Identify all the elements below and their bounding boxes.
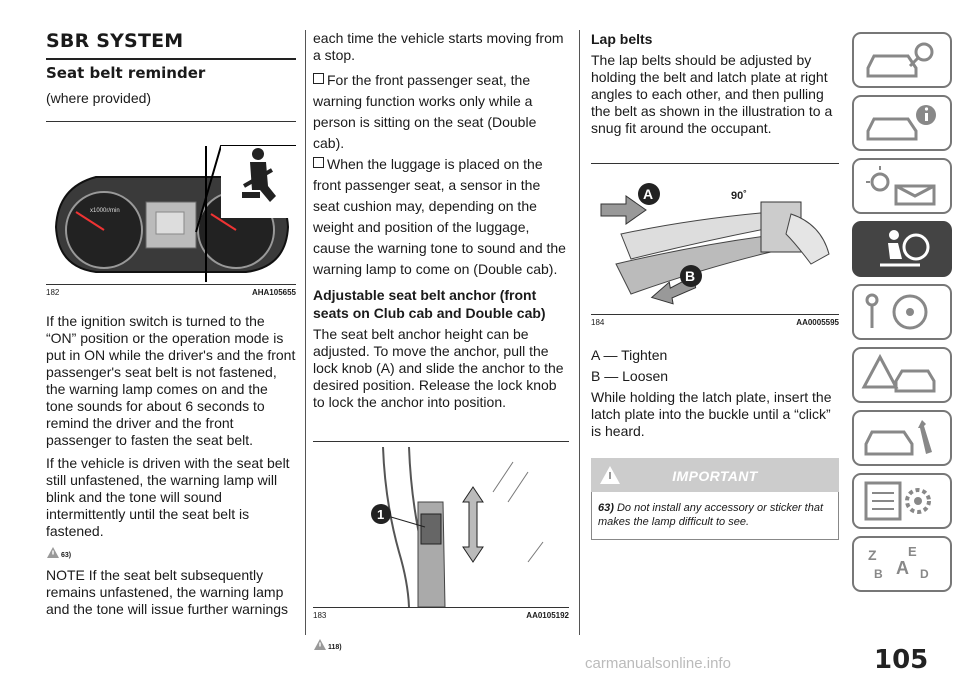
tab-maintenance[interactable] <box>852 410 952 466</box>
figure-bottom-rule <box>591 314 839 315</box>
instrument-cluster-illustration <box>46 132 296 282</box>
lap-belts-paragraph: The lap belts should be adjusted by holding the belt and latch plate at right angles to each other, and then pulling the belt as shown in the illustration to a snug fit around the occupant. <box>591 52 833 136</box>
latch-paragraph: While holding the latch plate, insert the latch plate into the buckle until a “click” is heard. <box>591 389 832 439</box>
note-continuation: each time the vehicle starts moving from a stop. <box>313 30 564 63</box>
figure-184 <box>591 164 839 314</box>
lap-belts-heading: Lap belts <box>591 31 653 47</box>
tab-emergency[interactable] <box>852 347 952 403</box>
important-text: Do not install any accessory or sticker that makes the lamp difficult to see. <box>598 502 823 528</box>
bullet-luggage: When the luggage is placed on the front passenger seat, a sensor in the seat cushion may, depending on the weight and position of the luggage, cause the warning tone to sound and the warning lamp to come on (Double cab). <box>313 156 566 277</box>
note-paragraph: NOTE If the seat belt subsequently remains unfastened, the warning lamp and the tone will issue further warnings <box>46 567 289 617</box>
column-2 <box>313 30 569 659</box>
callout-1: 1 <box>377 507 385 522</box>
alphabet-index-icon <box>860 542 940 586</box>
figure-top-rule <box>46 121 296 122</box>
odo-label: x1000r/min <box>90 208 120 214</box>
ignition-paragraph: If the ignition switch is turned to the “ON” position or the operation mode is put in ON while the driver's and the front passenger's seat belt is not fastened, the warning lamp comes on and the tone sounds for about 6 seconds to remind the driver and the front passenger to fasten the seat belt. <box>46 313 296 448</box>
figure-bottom-rule <box>46 284 296 285</box>
figure-number: 184 <box>591 318 605 327</box>
lap-belt-illustration <box>591 164 839 314</box>
section-tabs <box>852 32 952 599</box>
label-b: B <box>685 268 696 284</box>
column-3 <box>591 30 839 540</box>
svg-text:B: B <box>874 567 883 581</box>
bullet-box-icon <box>313 157 324 168</box>
figure-code: AHA105655 <box>251 288 296 297</box>
warning-triangle-icon <box>313 638 327 651</box>
figure-182 <box>46 132 296 284</box>
legend-a: A — Tighten <box>591 347 668 363</box>
important-body <box>591 492 839 540</box>
figure-183-caption <box>313 611 569 620</box>
figure-183 <box>313 442 569 607</box>
belt-anchor-illustration <box>313 442 569 607</box>
column-divider-2 <box>579 30 580 635</box>
figure-number: 183 <box>313 611 327 620</box>
tab-warning-lights[interactable] <box>852 158 952 214</box>
figure-code: AA0005595 <box>796 318 839 327</box>
section-title: SBR SYSTEM <box>46 30 296 60</box>
important-title: IMPORTANT <box>672 468 758 484</box>
figure-number: 182 <box>46 288 60 297</box>
emergency-icon <box>860 353 940 397</box>
legend-b: B — Loosen <box>591 368 669 384</box>
car-info-icon <box>860 101 940 145</box>
tab-index[interactable] <box>852 536 952 592</box>
figure-184-caption <box>591 318 839 327</box>
warning-triangle-icon <box>46 546 60 559</box>
column-1 <box>46 30 296 624</box>
tab-starting-driving[interactable] <box>852 284 952 340</box>
bullet-box-icon <box>313 73 324 84</box>
svg-text:A: A <box>896 558 909 578</box>
column-divider-1 <box>305 30 306 635</box>
bullet-front-passenger: For the front passenger seat, the warning function works only while a person is sitting on the seat (Double cab). <box>313 72 537 151</box>
important-header <box>591 458 839 492</box>
list-gear-icon <box>860 479 940 523</box>
figure-182-caption <box>46 288 296 297</box>
tab-technical-data[interactable] <box>852 473 952 529</box>
where-provided: (where provided) <box>46 90 152 106</box>
page-number: 105 <box>874 645 929 675</box>
anchor-heading: Adjustable seat belt anchor (front seats on Club cab and Double cab) <box>313 287 546 321</box>
airbag-seat-icon <box>860 227 940 271</box>
key-steering-icon <box>860 290 940 334</box>
svg-text:E: E <box>908 544 917 559</box>
angle-label: 90˚ <box>731 190 747 202</box>
svg-text:Z: Z <box>868 547 877 563</box>
warning-lights-icon <box>860 164 940 208</box>
tab-car-info[interactable] <box>852 95 952 151</box>
warning-reference: 63) <box>46 546 296 559</box>
tab-car-search[interactable] <box>852 32 952 88</box>
label-a: A <box>643 186 654 202</box>
figure-bottom-rule <box>313 607 569 608</box>
figure-code: AA0105192 <box>526 611 569 620</box>
car-wrench-icon <box>860 416 940 460</box>
warning-reference: 118) <box>313 638 569 651</box>
anchor-paragraph: The seat belt anchor height can be adjusted. To move the anchor, pull the lock knob (A) and slide the anchor to the desired position. Release the lock knob to lock the anchor into position. <box>313 326 564 410</box>
svg-text:D: D <box>920 567 929 581</box>
unfastened-paragraph: If the vehicle is driven with the seat belt still unfastened, the warning lamp will blink and the tone will sound intermittently until the seat belt is fastened. <box>46 455 290 539</box>
watermark: carmanualsonline.info <box>585 655 731 672</box>
important-ref: 63) <box>598 502 614 514</box>
tab-safety[interactable] <box>852 221 952 277</box>
subsection-title: Seat belt reminder <box>46 64 206 82</box>
car-search-icon <box>860 38 940 82</box>
